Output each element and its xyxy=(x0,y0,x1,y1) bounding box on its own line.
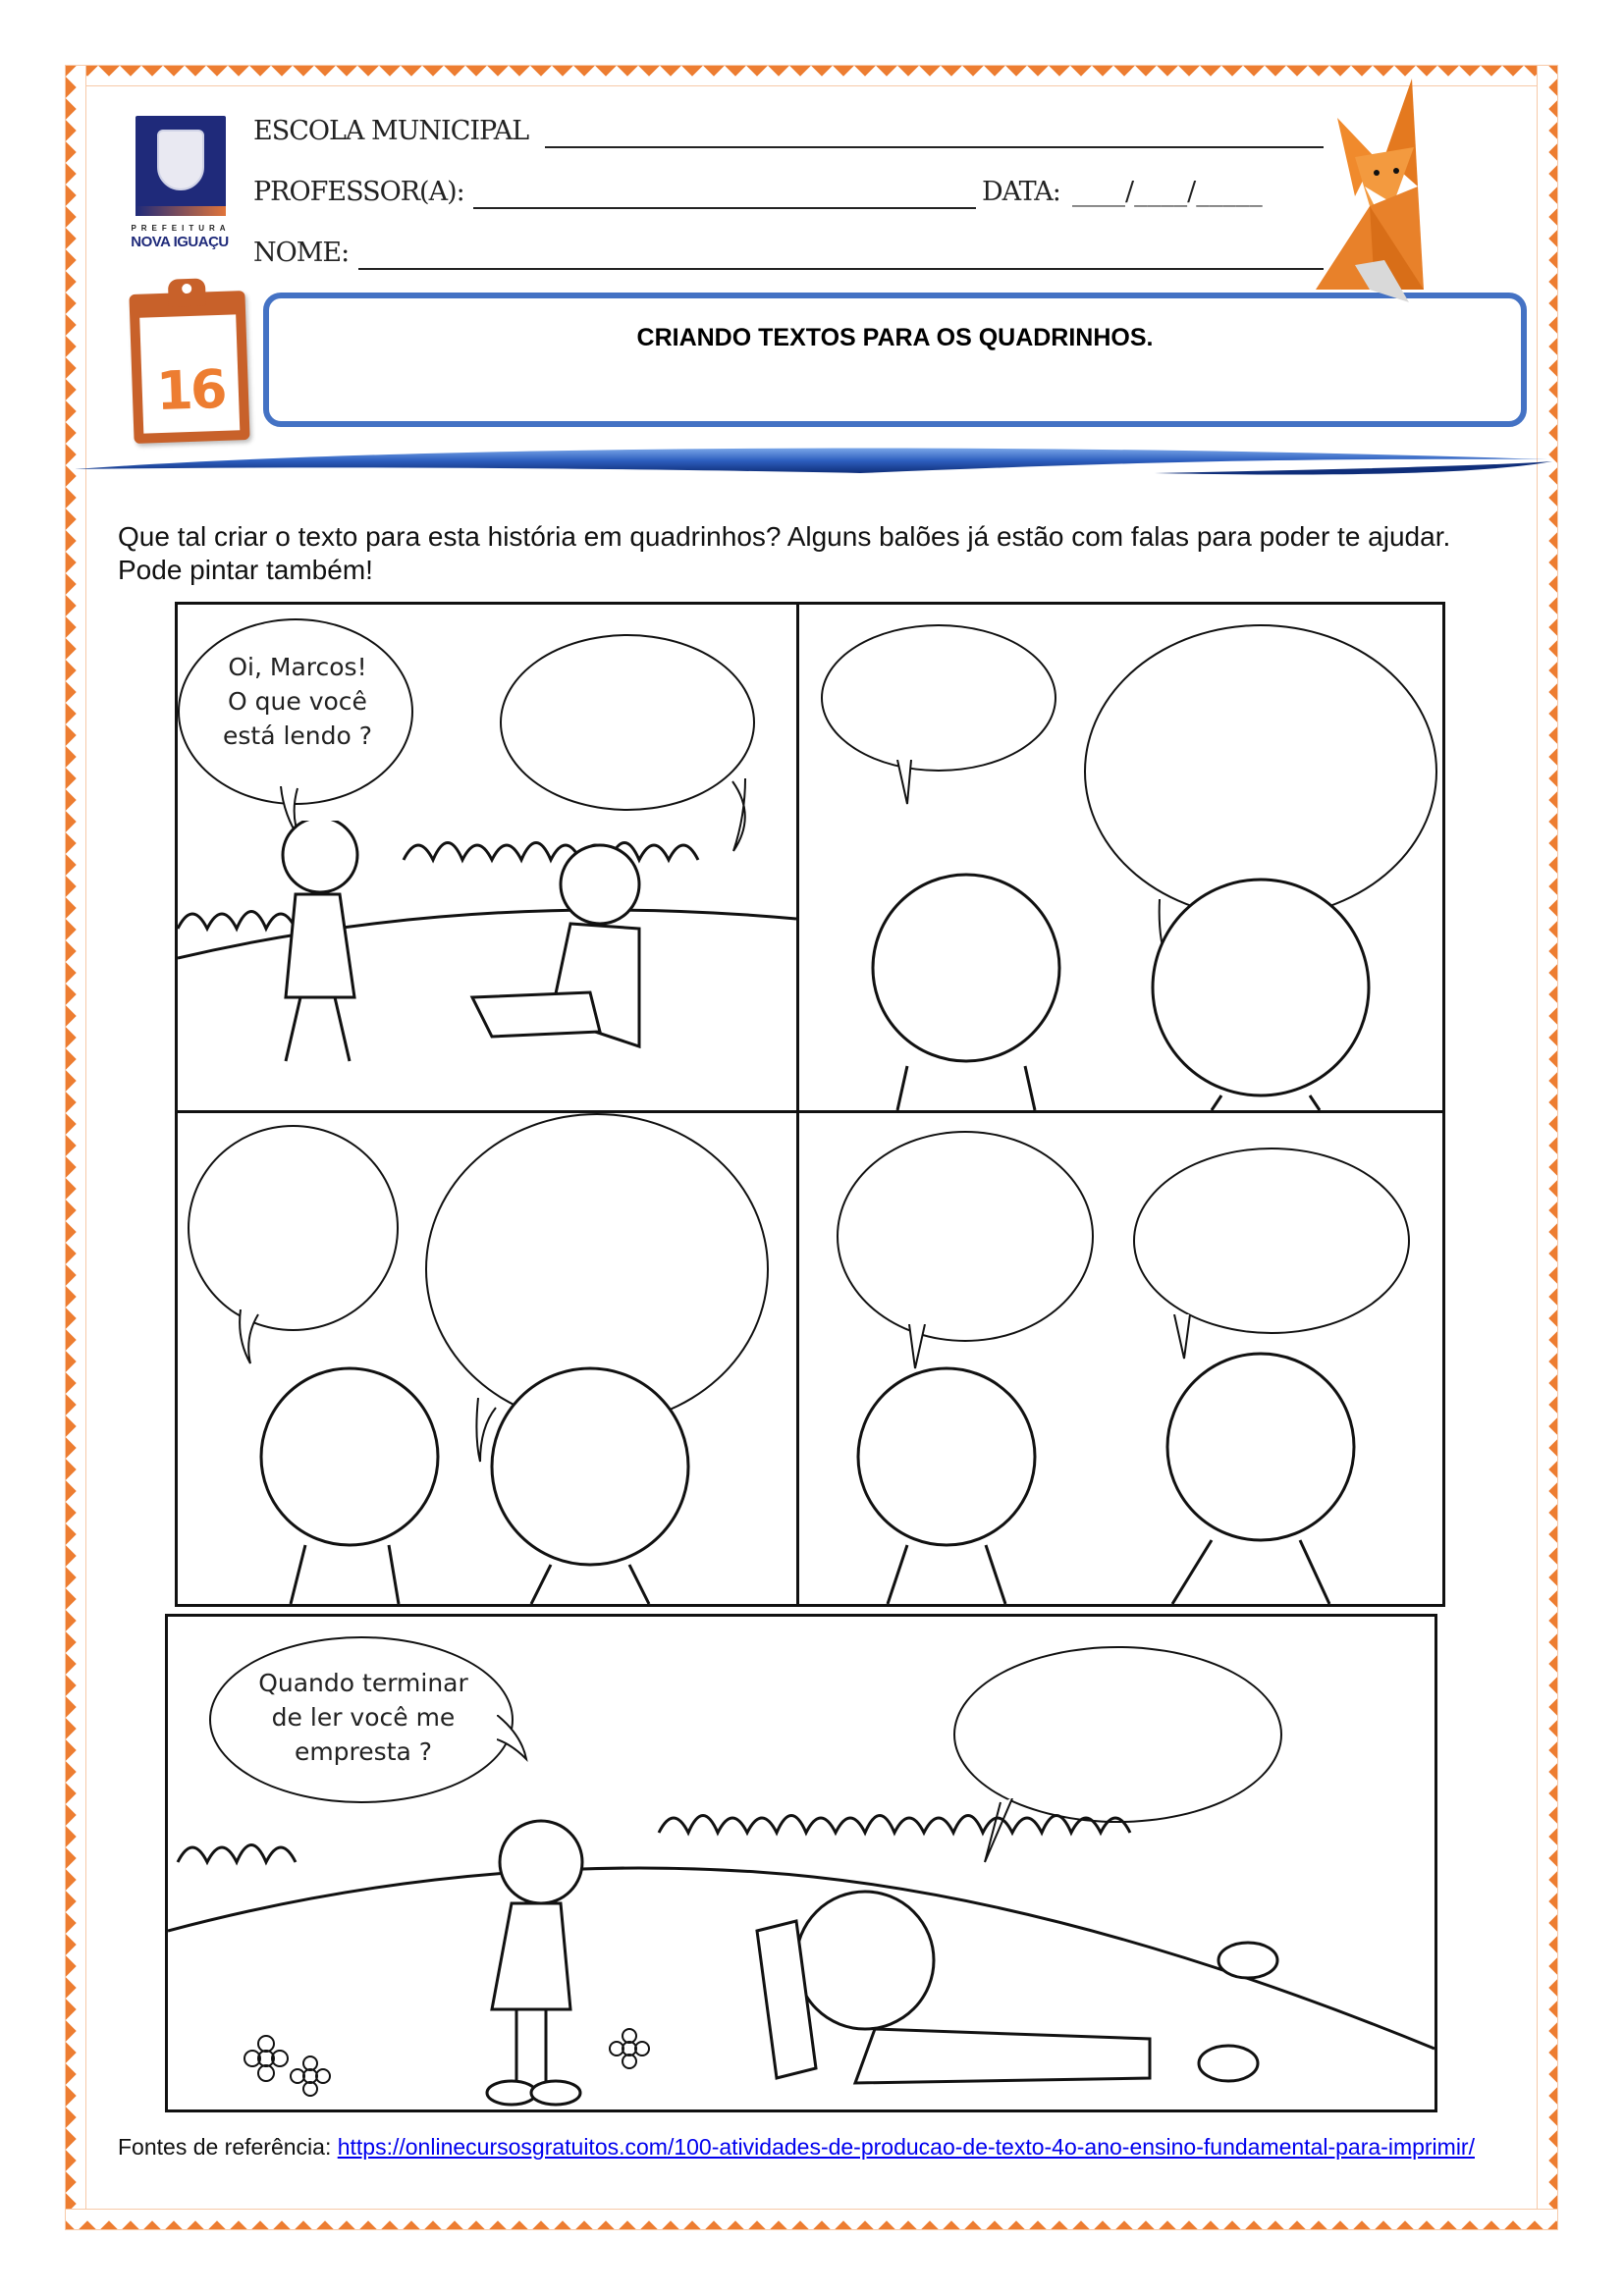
comic-panel-2 xyxy=(799,605,1442,1110)
panel5-border-top xyxy=(165,1614,1437,1617)
comic-border-left xyxy=(175,602,178,1607)
activity-number: 16 xyxy=(155,357,226,423)
balloon-line: de ler você me xyxy=(271,1703,456,1732)
clipboard-icon xyxy=(129,291,249,444)
speech-balloon-boy-5[interactable] xyxy=(953,1646,1282,1823)
reference-label: Fontes de referência: xyxy=(118,2134,332,2160)
date-input-line[interactable]: ____/____/_____ xyxy=(1072,177,1263,207)
reference-footer xyxy=(118,2134,1522,2161)
comic-border-right xyxy=(1442,602,1445,1607)
origami-fox-icon xyxy=(1316,79,1434,314)
speech-balloon-girl-2[interactable] xyxy=(821,624,1056,772)
speech-balloon-girl-4[interactable] xyxy=(837,1131,1094,1342)
balloon-line: empresta ? xyxy=(294,1737,433,1766)
balloon-tail xyxy=(497,1715,536,1764)
page-title: CRIANDO TEXTOS PARA OS QUADRINHOS. xyxy=(636,324,1154,351)
comic-panel-3 xyxy=(178,1113,796,1604)
speech-balloon-boy-1[interactable] xyxy=(500,634,755,811)
blue-swoosh-divider xyxy=(75,440,1557,479)
balloon-line: O que você xyxy=(228,687,367,716)
comic-panel-5 xyxy=(168,1617,1435,2109)
page-border-left xyxy=(65,65,86,2230)
speech-balloon-girl-3[interactable] xyxy=(188,1125,399,1331)
page-border-bottom xyxy=(65,2209,1558,2230)
comic-panel-4 xyxy=(799,1113,1442,1604)
balloon-line: está lendo ? xyxy=(222,721,373,750)
balloon-text-1 xyxy=(199,650,396,753)
teacher-input-line[interactable] xyxy=(473,207,976,209)
comic-border-top xyxy=(175,602,1445,605)
balloon-tail xyxy=(276,786,315,845)
balloon-line: Quando terminar xyxy=(258,1669,468,1697)
balloon-tail xyxy=(1158,899,1187,968)
park-scene-girl-boy-reading xyxy=(178,821,796,1110)
comic-panel-1 xyxy=(178,605,796,1110)
girl-standing-boy-lying-reading-scene xyxy=(168,1813,1435,2109)
page-border-right xyxy=(1537,65,1558,2230)
balloon-tail xyxy=(474,1398,504,1467)
speech-balloon-boy-4[interactable] xyxy=(1133,1148,1410,1334)
comic-divider-row2 xyxy=(175,1604,1445,1607)
nova-iguacu-crest-logo xyxy=(135,116,226,216)
girl-and-boy-waving-scene xyxy=(178,1359,796,1604)
panel5-border-bottom xyxy=(165,2109,1437,2112)
crest-shield-icon xyxy=(157,130,204,190)
speech-balloon-boy-2[interactable] xyxy=(1084,624,1437,919)
name-input-line[interactable] xyxy=(358,268,1324,270)
panel5-border-left xyxy=(165,1614,168,2112)
panel5-border-right xyxy=(1435,1614,1437,2112)
balloon-tail xyxy=(1172,1314,1202,1363)
comic-divider-vertical xyxy=(796,602,799,1607)
clipboard-clip xyxy=(168,278,206,306)
girl-and-boy-talking-scene xyxy=(799,860,1442,1110)
speech-balloon-girl-5 xyxy=(209,1636,514,1803)
balloon-line: Oi, Marcos! xyxy=(228,653,367,681)
school-label: ESCOLA MUNICIPAL xyxy=(253,116,529,146)
balloon-tail xyxy=(907,1324,937,1373)
balloon-text-5 xyxy=(221,1666,506,1769)
logo-prefix: PREFEITURA xyxy=(131,224,231,233)
instructions-text: Que tal criar o texto para esta história em quadrinhos? Alguns balões já estão com falas para poder te ajudar. Pode pintar também! xyxy=(118,521,1451,585)
girl-and-boy-excited-scene xyxy=(799,1349,1442,1604)
speech-balloon-girl-1 xyxy=(178,618,413,805)
logo-swoosh xyxy=(135,206,226,216)
teacher-label: PROFESSOR(A): xyxy=(253,177,464,207)
balloon-tail xyxy=(237,1309,266,1368)
speech-balloon-boy-3[interactable] xyxy=(425,1113,769,1425)
balloon-tail xyxy=(728,776,767,855)
balloon-tail xyxy=(983,1798,1022,1867)
name-label: NOME: xyxy=(253,238,350,268)
clipboard-paper xyxy=(139,314,240,433)
date-label: DATA: xyxy=(982,177,1060,207)
logo-city-name: NOVA IGUAÇU xyxy=(131,234,229,250)
balloon-tail xyxy=(895,760,925,809)
clipboard-hole xyxy=(182,284,191,294)
school-input-line[interactable] xyxy=(545,146,1324,148)
reference-link[interactable]: https://onlinecursosgratuitos.com/100-atividades-de-producao-de-texto-4o-ano-ensino-fundamental-para-imprimir/ xyxy=(337,2134,1475,2160)
comic-divider-row1 xyxy=(175,1110,1445,1113)
